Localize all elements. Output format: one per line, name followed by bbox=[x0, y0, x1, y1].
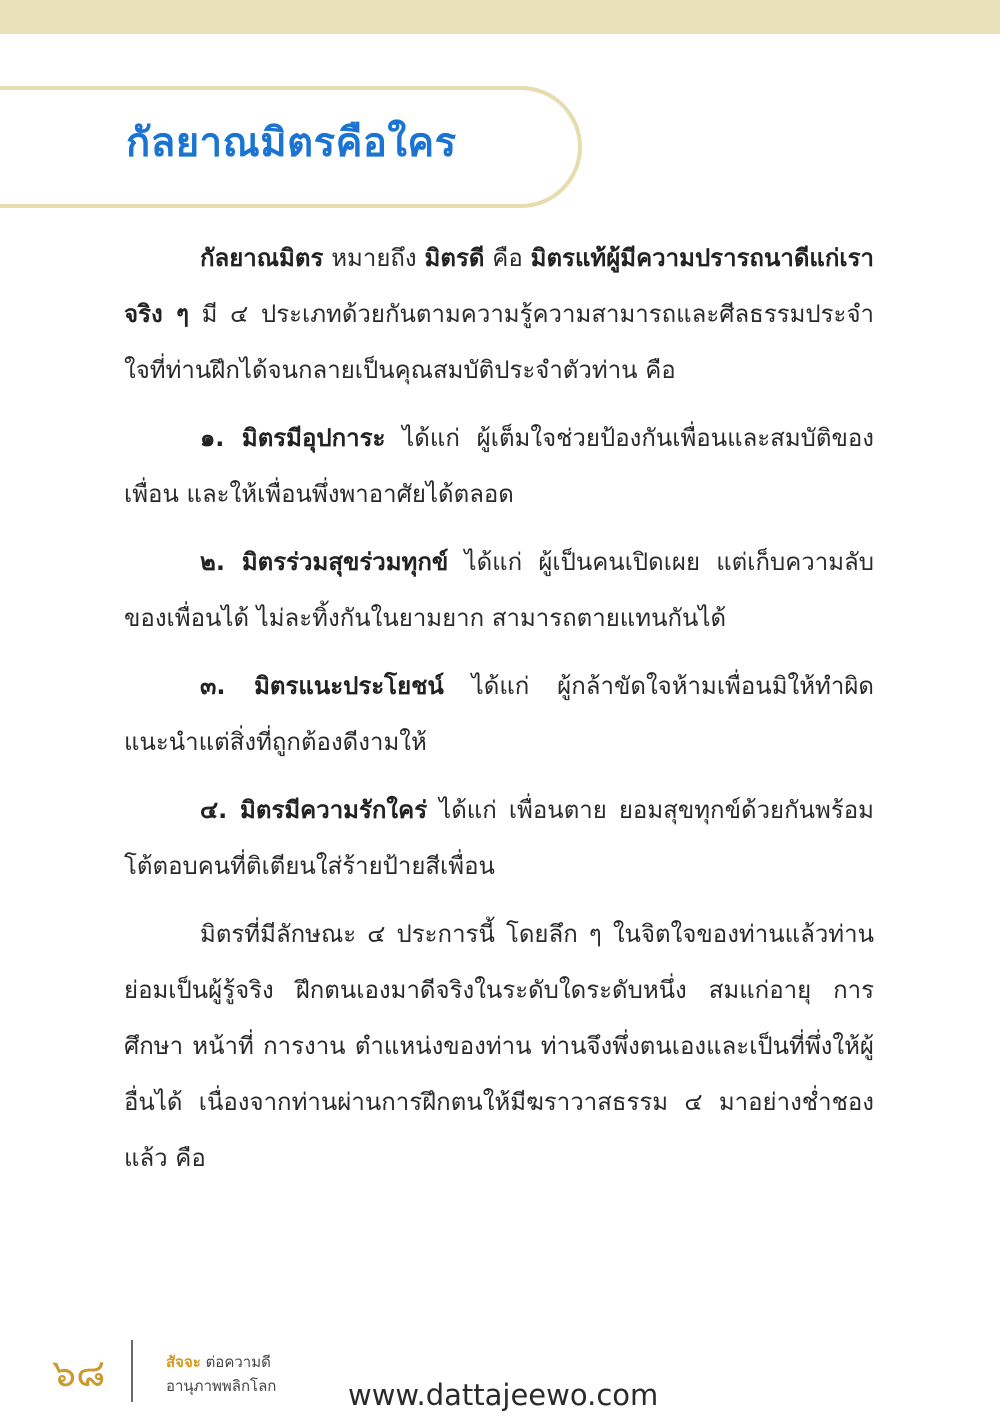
page-number: ๖๘ bbox=[52, 1351, 106, 1395]
bold-term: กัลยาณมิตร bbox=[200, 244, 324, 272]
paragraph bbox=[124, 782, 874, 894]
text-run: หมายถึง bbox=[323, 244, 425, 272]
paragraph bbox=[124, 906, 874, 1186]
paragraph bbox=[124, 658, 874, 770]
bold-term: มิตรแท้ผู้มีความปรารถนาดีแก่เราจริง ๆ bbox=[124, 244, 874, 328]
bold-term: มิตรดี bbox=[424, 244, 485, 272]
paragraph bbox=[124, 230, 874, 398]
bold-term: ๓. มิตรแนะประโยชน์ bbox=[200, 672, 444, 700]
bold-term: ๔. มิตรมีความรักใคร่ bbox=[200, 796, 428, 824]
book-subtitle: อานุภาพพลิกโลก bbox=[166, 1377, 277, 1395]
website-url: www.dattajeewo.com bbox=[348, 1378, 659, 1412]
text-run: คือ bbox=[484, 244, 531, 272]
paragraph bbox=[124, 410, 874, 522]
article-body bbox=[124, 230, 874, 1198]
text-run: มี ๔ ประเภทด้วยกันตามความรู้ความสามารถและศีลธรรมประจำใจที่ท่านฝึกได้จนกลายเป็นคุณสมบัติประจำตัวท่าน คือ bbox=[124, 300, 874, 384]
text-run: ได้แก่ เพื่อนตาย ยอมสุขทุกข์ด้วยกันพร้อมโต้ตอบคนที่ติเตียนใส่ร้ายป้ายสีเพื่อน bbox=[124, 796, 874, 880]
bold-term: ๒. มิตรร่วมสุขร่วมทุกข์ bbox=[200, 548, 449, 576]
bold-term: ๑. มิตรมีอุปการะ bbox=[200, 424, 386, 452]
book-title-block bbox=[166, 1350, 276, 1398]
text-run: ได้แก่ ผู้เป็นคนเปิดเผย แต่เก็บความลับของเพื่อนได้ ไม่ละทิ้งกันในยามยาก สามารถตายแทนกันได้ bbox=[124, 548, 874, 632]
book-title-accent: สัจจะ bbox=[166, 1353, 201, 1371]
text-run: ได้แก่ ผู้เต็มใจช่วยป้องกันเพื่อนและสมบัติของเพื่อน และให้เพื่อนพึ่งพาอาศัยได้ตลอด bbox=[124, 424, 874, 508]
text-run: ได้แก่ ผู้กล้าขัดใจห้ามเพื่อนมิให้ทำผิด แนะนำแต่สิ่งที่ถูกต้องดีงามให้ bbox=[124, 672, 874, 756]
top-decorative-band bbox=[0, 0, 1000, 34]
footer-divider bbox=[131, 1340, 133, 1402]
book-title-rest: ต่อความดี bbox=[200, 1353, 271, 1371]
text-run: มิตรที่มีลักษณะ ๔ ประการนี้ โดยลึก ๆ ในจิตใจของท่านแล้วท่านย่อมเป็นผู้รู้จริง ฝึกตนเองมาดีจริงในระดับใดระดับหนึ่ง สมแก่อายุ การศึกษา หน้าที่ การงาน ตำแหน่งของท่าน ท่านจึงพึ่งตนเองและเป็นที่พึ่งให้ผู้อื่นได้ เนื่องจากท่านผ่านการฝึกตนให้มีฆราวาสธรรม ๔ มาอย่างช่ำชองแล้ว คือ bbox=[124, 920, 874, 1172]
page-title: กัลยาณมิตรคือใคร bbox=[126, 120, 457, 166]
paragraph bbox=[124, 534, 874, 646]
